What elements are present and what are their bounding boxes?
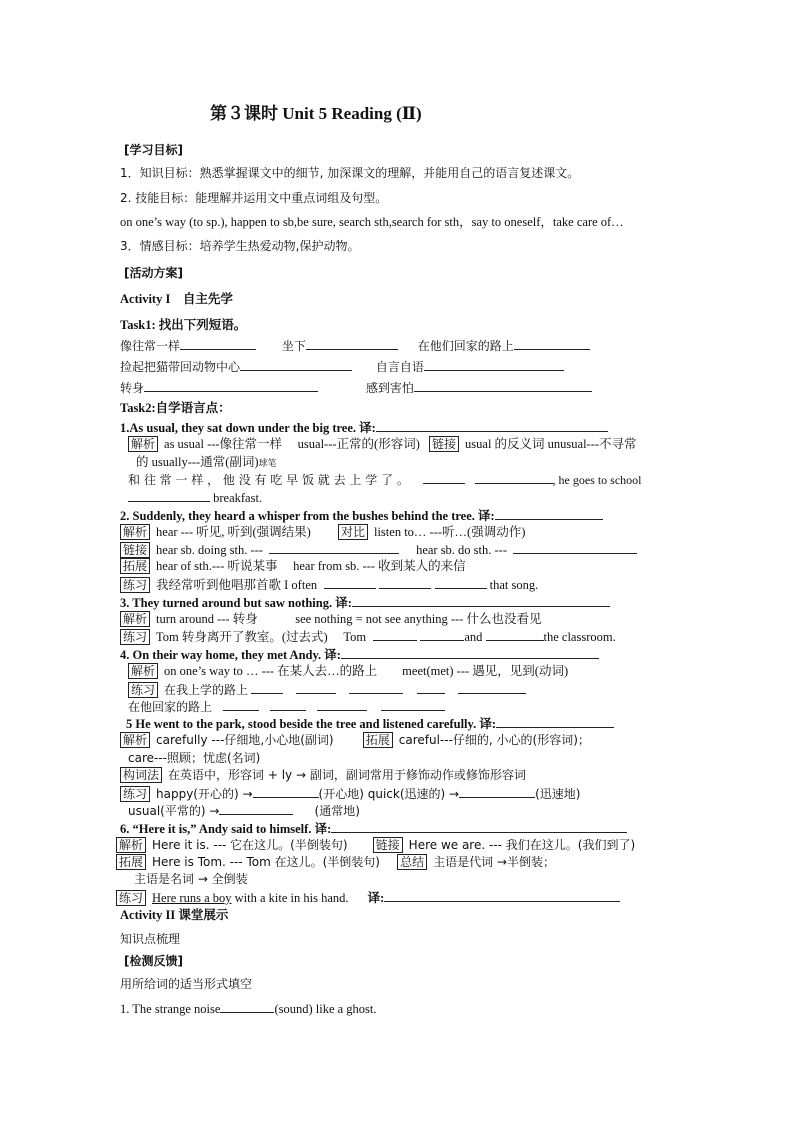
answer-blank[interactable] [269, 541, 399, 554]
tag-practice: 练习 [120, 786, 150, 802]
tag-analysis: 解析 [120, 524, 150, 540]
s5-analysis [120, 732, 590, 748]
s1-exercise-text: 和 往 常 一 样 ， 他 没 有 吃 早 饭 就 去 上 学 了 。 [128, 473, 409, 487]
answer-blank[interactable] [253, 785, 319, 798]
s2-link-text-2: hear sb. do sth. --- [416, 543, 508, 557]
tag-link: 链接 [429, 436, 459, 452]
tag-practice: 练习 [120, 629, 150, 645]
s5-usual-text: usual(平常的) → [128, 804, 220, 818]
tag-practice: 练习 [128, 682, 158, 698]
answer-blank[interactable] [423, 471, 465, 484]
s2-link-text: hear sb. doing sth. --- [156, 543, 263, 557]
tag-analysis: 解析 [120, 611, 150, 627]
answer-blank[interactable] [296, 681, 336, 694]
sentence-1-text: 1.As usual, they sat down under the big tree. 译: [120, 421, 376, 435]
s3-practice-text: Tom 转身离开了教室。(过去式) Tom [156, 630, 367, 644]
tag-extend: 拓展 [363, 732, 393, 748]
s6-analysis-text: Here it is. --- 它在这儿。(半倒装句) [152, 838, 348, 852]
translation-blank[interactable] [341, 646, 599, 659]
s2-link [120, 541, 637, 558]
s5-word-formation [120, 767, 526, 783]
fill-in-instruction: 用所给词的适当形式填空 [120, 977, 253, 991]
sentence-6-text: 6. “Here it is,” Andy said to himself. 译: [120, 822, 332, 836]
phrase-on-way-home: 在他们回家的路上 [417, 339, 514, 353]
tag-practice: 练习 [120, 577, 150, 593]
goals-heading: [学习目标] [124, 143, 183, 157]
s4-analysis [128, 663, 568, 679]
answer-blank[interactable] [223, 698, 259, 711]
s5-practice-text-3: (迅速地) [535, 787, 581, 801]
answer-blank[interactable] [379, 576, 431, 589]
tag-summary: 总结 [397, 854, 427, 870]
s6-extend-text: Here is Tom. --- Tom 在这儿。(半倒装句) [152, 855, 380, 869]
translation-blank[interactable] [376, 419, 608, 432]
translation-blank[interactable] [496, 715, 614, 728]
task1-label: Task1: 找出下列短语。 [120, 318, 247, 332]
s5-practice-text-2: (开心地) quick(迅速的) → [318, 787, 460, 801]
answer-blank[interactable] [514, 337, 590, 350]
page-title: 第３课时 Unit 5 Reading (Ⅱ) [210, 104, 422, 123]
s1-breakfast [128, 489, 262, 506]
s1-analysis-text: as usual ---像往常一样 usual---正常的(形容词) [164, 437, 420, 451]
s2-analysis-text: hear --- 听见, 听到(强调结果) [156, 525, 311, 539]
s5-practice [120, 785, 580, 802]
tag-extend: 拓展 [120, 558, 150, 574]
s4-practice [128, 681, 526, 698]
s5-practice-text: happy(开心的) → [156, 787, 253, 801]
s6-summary-text: 主语是代词 →半倒装； [433, 855, 555, 869]
answer-blank[interactable] [220, 1000, 274, 1013]
s6-link-text: Here we are. --- 我们在这儿。(我们到了) [408, 838, 636, 852]
answer-blank[interactable] [381, 698, 445, 711]
phrase-turn-around: 转身 [120, 381, 145, 395]
answer-blank[interactable] [306, 337, 398, 350]
answer-blank[interactable] [424, 358, 564, 371]
answer-blank[interactable] [219, 802, 293, 815]
answer-blank[interactable] [435, 576, 487, 589]
answer-blank[interactable] [414, 379, 592, 392]
tag-analysis: 解析 [116, 837, 146, 853]
tag-analysis: 解析 [128, 663, 158, 679]
goal-emotion: 3．情感目标：培养学生热爱动物,保护动物。 [120, 239, 360, 253]
s6-practice-underlined: Here runs a boy [152, 891, 232, 905]
activity-1-heading: Activity I 自主先学 [120, 292, 233, 306]
plan-heading: [活动方案] [124, 266, 183, 280]
tag-analysis: 解析 [120, 732, 150, 748]
s2-extend-text: hear of sth.--- 听说某事 hear from sb. --- 收到某人的来信 [156, 559, 466, 573]
s1-handwritten-note: 球笔 [258, 458, 277, 468]
s1-exercise-tail: , he goes to school [552, 473, 642, 487]
s3-and: and [464, 630, 483, 644]
task1-row1 [120, 337, 590, 354]
answer-blank[interactable] [486, 628, 544, 641]
tag-analysis: 解析 [128, 436, 158, 452]
phrase-feel-afraid: 感到害怕 [365, 381, 414, 395]
s2-practice-tail: that song. [489, 578, 539, 592]
translation-blank[interactable] [495, 507, 603, 520]
sentence-4 [120, 646, 599, 663]
sentence-5-text: 5 He went to the park, stood beside the tree and listened carefully. 译: [126, 717, 497, 731]
answer-blank[interactable] [373, 628, 417, 641]
phrase-say-to-oneself: 自言自语 [375, 360, 424, 374]
answer-blank[interactable] [417, 681, 445, 694]
s2-compare-text: listen to… ---听…(强调动作) [373, 525, 526, 539]
translation-blank[interactable] [384, 889, 620, 902]
phrase-sit-down: 坐下 [281, 339, 306, 353]
s5-care: care---照顾；忧虑(名词) [128, 751, 261, 765]
task1-row2 [120, 358, 564, 375]
activity-2-heading: Activity II 课堂展示 [120, 908, 229, 922]
s5-word-formation-text: 在英语中，形容词 + ly → 副词，副词常用于修饰动作或修饰形容词 [168, 768, 526, 782]
feedback-heading: [检测反馈] [124, 954, 183, 968]
points-summary: 知识点梳理 [120, 932, 181, 946]
tag-link: 链接 [373, 837, 403, 853]
s1-usually [136, 454, 277, 471]
s1-exercise [128, 471, 642, 488]
sentence-4-text: 4. On their way home, they met Andy. 译: [120, 648, 341, 662]
s4-practice-2 [128, 698, 445, 715]
tag-link: 链接 [120, 542, 150, 558]
translation-blank[interactable] [331, 820, 627, 833]
s2-extend [120, 558, 466, 574]
answer-blank[interactable] [459, 785, 535, 798]
s6-practice-text: with a kite in his hand. [234, 891, 349, 905]
answer-blank[interactable] [458, 681, 526, 694]
answer-blank[interactable] [270, 698, 306, 711]
s6-summary-2: 主语是名词 → 全倒装 [134, 872, 248, 886]
tag-word-formation: 构词法 [120, 767, 162, 783]
s6-translate-label: 译: [367, 891, 385, 905]
answer-blank[interactable] [420, 628, 464, 641]
question-1-tail: (sound) like a ghost. [274, 1002, 377, 1016]
answer-blank[interactable] [513, 541, 637, 554]
s3-practice-tail: the classroom. [543, 630, 616, 644]
tag-extend: 拓展 [116, 854, 146, 870]
sentence-3-text: 3. They turned around but saw nothing. 译: [120, 596, 352, 610]
phrase-pick-up-cat: 捡起把猫带回动物中心 [120, 360, 241, 374]
task2-label: Task2:自学语言点： [120, 401, 231, 415]
s6-extend [116, 854, 555, 870]
s3-analysis-text: turn around --- 转身 see nothing = not see anything --- 什么也没看见 [156, 612, 542, 626]
goal-knowledge: 1．知识目标：熟悉掌握课文中的细节, 加深课文的理解，并能用自己的语言复述课文。 [120, 166, 580, 180]
tag-compare: 对比 [338, 524, 368, 540]
answer-blank[interactable] [251, 681, 283, 694]
question-1 [120, 1000, 377, 1017]
s3-practice [120, 628, 616, 645]
answer-blank[interactable] [475, 471, 553, 484]
s1-link-text: usual 的反义词 unusual---不寻常 [465, 437, 637, 451]
s4-analysis-text: on one’s way to … --- 在某人去…的路上 meet(met) --- 遇见，见到(动词) [164, 664, 569, 678]
s2-practice [120, 576, 538, 593]
question-1-text: 1. The strange noise [120, 1002, 221, 1016]
answer-blank[interactable] [240, 358, 352, 371]
s4-practice-text: 在我上学的路上 [164, 683, 249, 697]
s5-extend-text: careful---仔细的, 小心的(形容词)； [398, 733, 590, 747]
s5-analysis-text: carefully ---仔细地,小心地(副词) [156, 733, 334, 747]
sentence-5 [126, 715, 614, 732]
s5-usually-text: (通常地) [314, 804, 360, 818]
s2-analysis [120, 524, 525, 540]
s3-analysis [120, 611, 541, 627]
s6-practice [116, 889, 620, 906]
sentence-3 [120, 594, 610, 611]
answer-blank[interactable] [144, 379, 318, 392]
goal-phrases: on one’s way (to sp.), happen to sb,be sure, search sth,search for sth，say to oneself，take care of… [120, 215, 624, 229]
sentence-1 [120, 419, 608, 436]
s5-practice-2 [128, 802, 360, 819]
goal-skill: 2. 技能目标：能理解并运用文中重点词组及句型。 [120, 191, 388, 205]
s6-analysis [116, 837, 635, 853]
answer-blank[interactable] [349, 681, 403, 694]
sentence-6 [120, 820, 627, 837]
answer-blank[interactable] [324, 576, 376, 589]
phrase-as-usual: 像往常一样 [120, 339, 181, 353]
answer-blank[interactable] [180, 337, 256, 350]
s1-usually-text: 的 usually---通常(副词) [136, 455, 259, 469]
task1-row3 [120, 379, 592, 396]
s1-analysis [128, 436, 637, 452]
tag-practice: 练习 [116, 890, 146, 906]
answer-blank[interactable] [128, 489, 210, 502]
s2-practice-text: 我经常听到他唱那首歌 I often [156, 578, 318, 592]
sentence-2-text: 2. Suddenly, they heard a whisper from the bushes behind the tree. 译: [120, 509, 495, 523]
translation-blank[interactable] [352, 594, 610, 607]
sentence-2 [120, 507, 603, 524]
s4-practice-text-2: 在他回家的路上 [128, 700, 213, 714]
s1-breakfast-text: breakfast. [213, 491, 263, 505]
answer-blank[interactable] [317, 698, 367, 711]
